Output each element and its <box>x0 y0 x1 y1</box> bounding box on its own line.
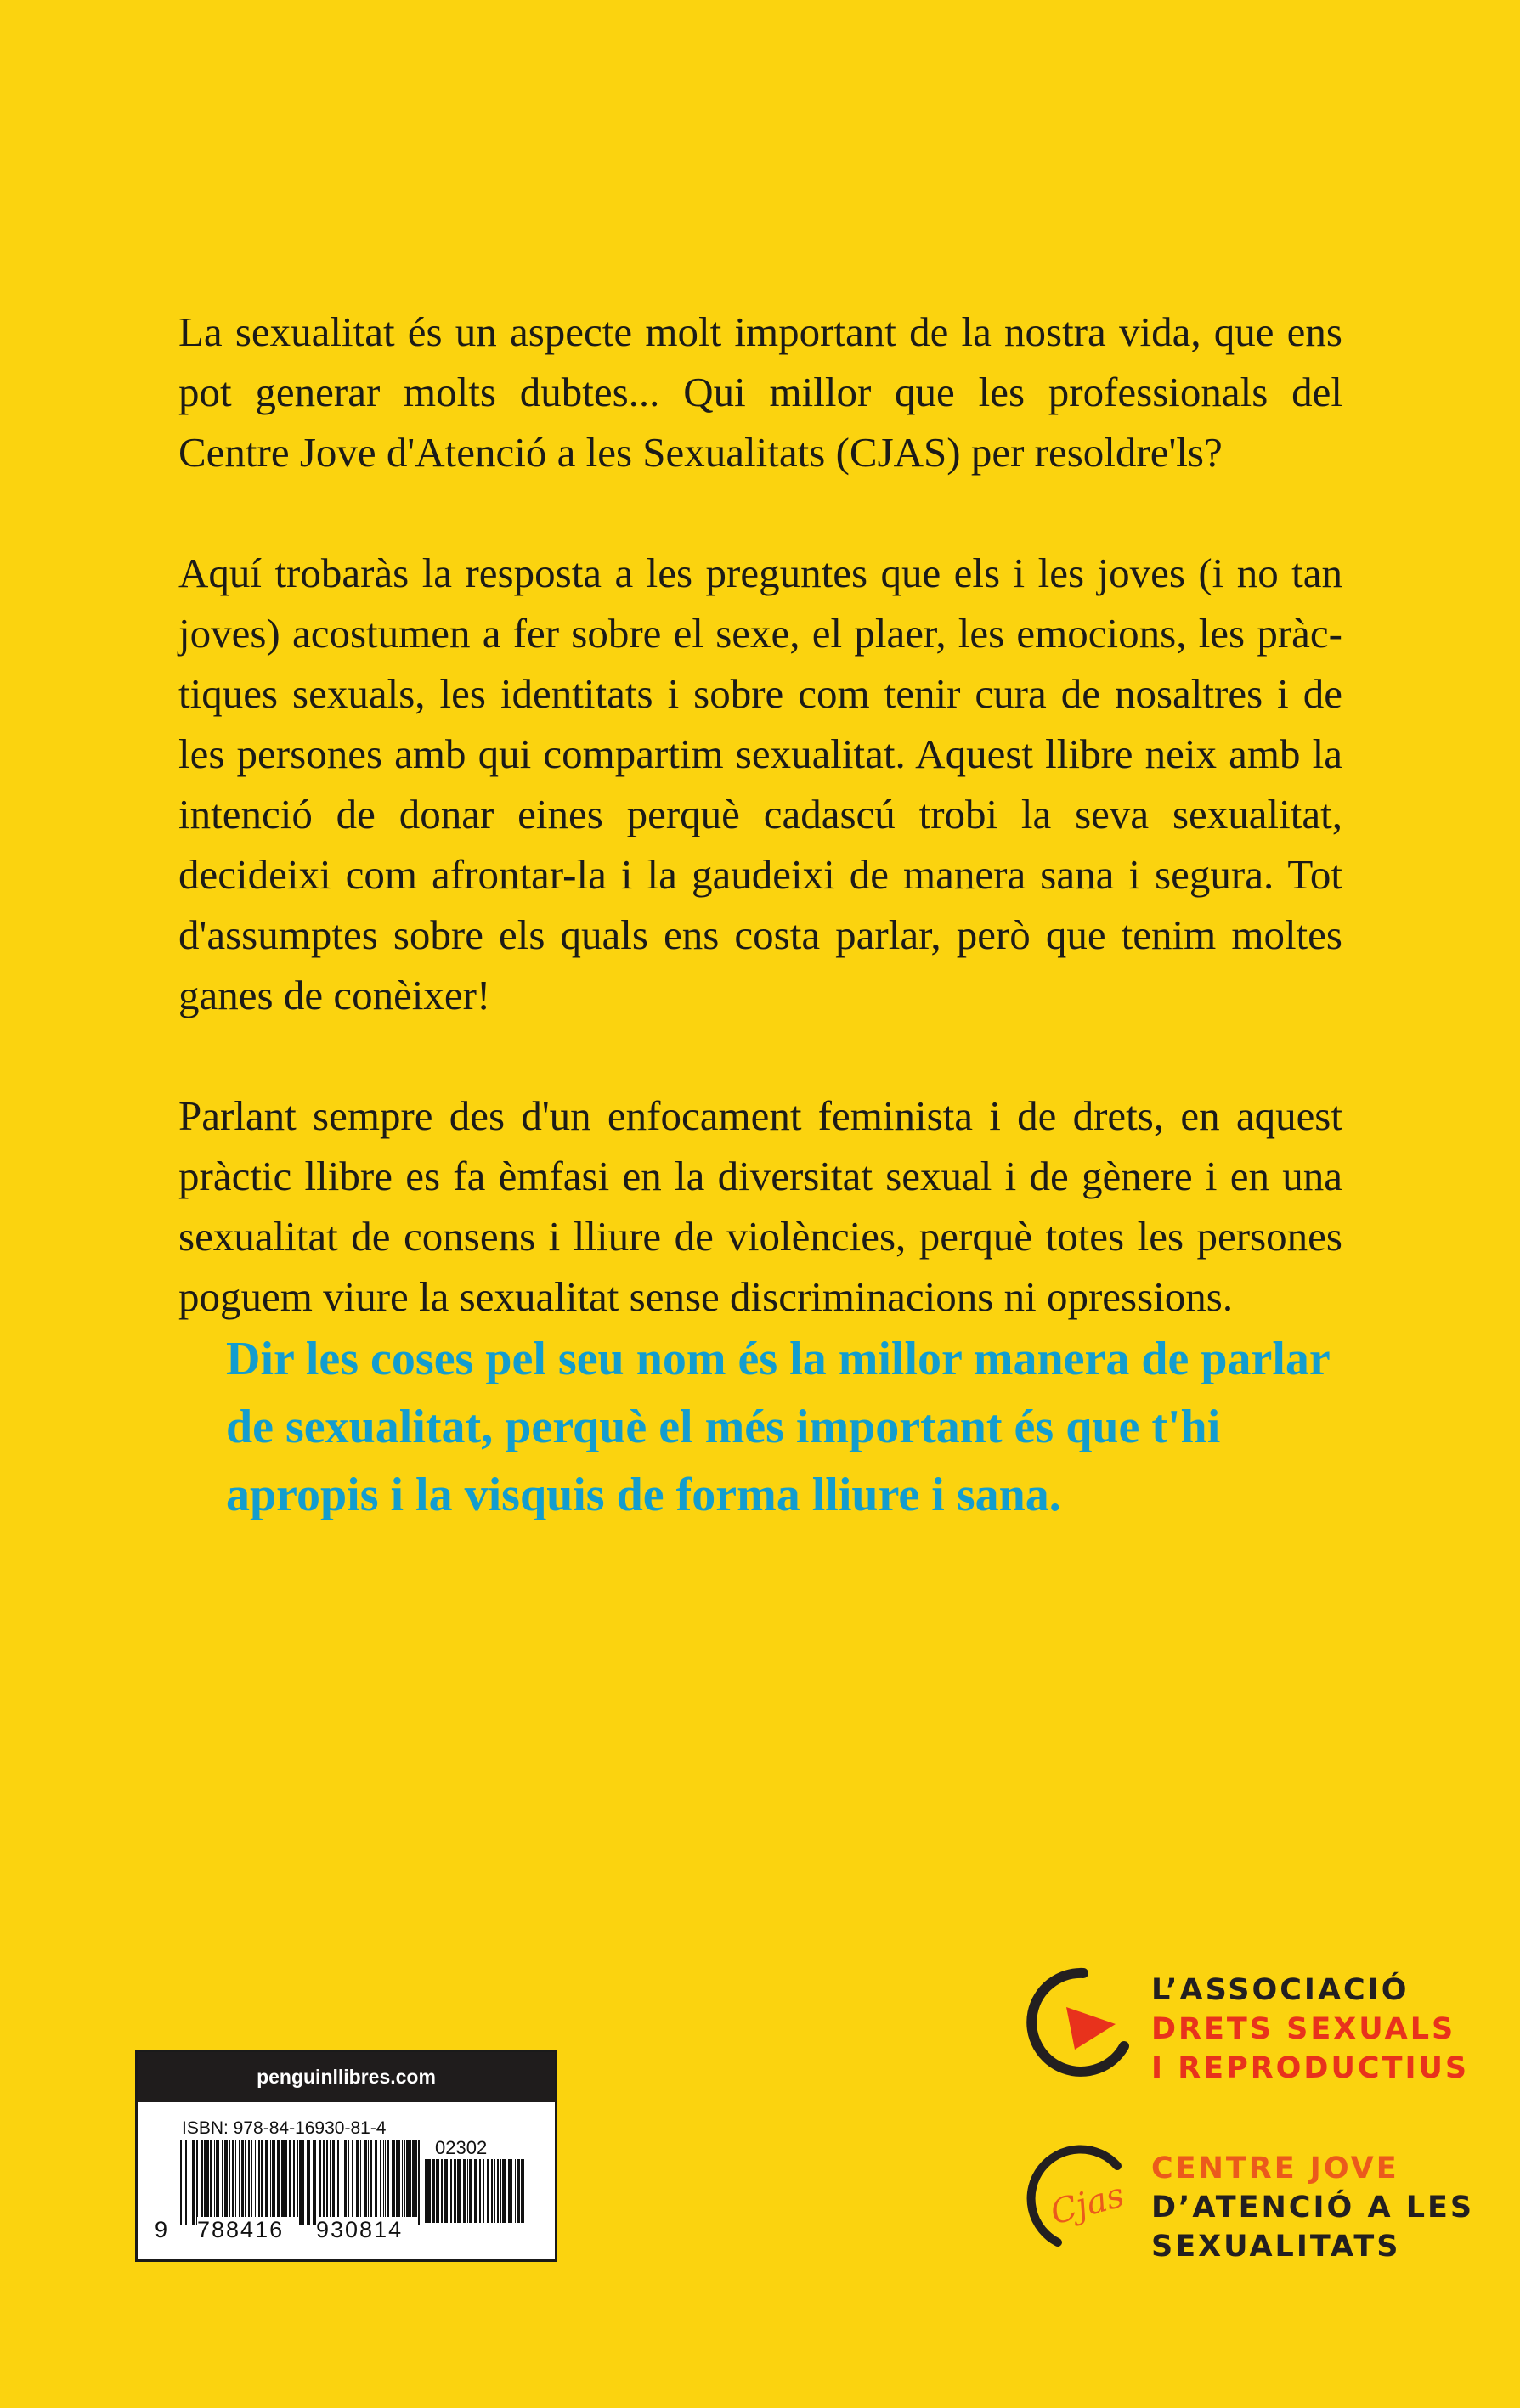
barcode-bar <box>330 2140 331 2225</box>
barcode-bar <box>241 2140 244 2225</box>
barcode-bar <box>224 2140 228 2225</box>
barcode-bar <box>289 2140 291 2225</box>
barcode-bar <box>436 2159 439 2223</box>
barcode-bar <box>432 2159 435 2223</box>
barcode-bar <box>396 2140 398 2225</box>
barcode-bar <box>521 2159 524 2223</box>
barcode-bar <box>454 2159 456 2223</box>
barcode-bar <box>270 2140 271 2225</box>
cjas-line-1: CENTRE JOVE <box>1151 2151 1399 2185</box>
barcode-bar <box>380 2140 381 2225</box>
blurb-paragraph-3: Parlant sempre des d'un enfocament feminista i de drets, en aquest pràctic llibre es fa èmfasi en la diversitat sexual i de gènere i en una sexualitat de consens i lliure de violències, perquè totes les persones poguem viure la sexualitat sense discriminacions ni opressions. <box>178 1092 1342 1320</box>
barcode-bar <box>274 2140 275 2225</box>
barcode-bar <box>337 2140 339 2225</box>
association-line-2: DRETS SEXUALS <box>1151 2012 1456 2046</box>
barcode-bar <box>469 2159 472 2223</box>
barcode-bar <box>392 2140 395 2225</box>
ean-left-digits: 788416 <box>197 2217 299 2243</box>
publisher-website: penguinllibres.com <box>138 2052 555 2102</box>
barcode-bar <box>201 2140 203 2225</box>
association-line-3: I REPRODUCTIUS <box>1151 2051 1470 2085</box>
barcode-bar <box>387 2140 389 2225</box>
cjas-emblem-text: Cjas <box>1046 2175 1129 2233</box>
barcode-bar <box>248 2140 250 2225</box>
barcode-bar <box>517 2159 520 2223</box>
barcode-bar <box>222 2140 223 2225</box>
barcode-bar <box>216 2140 219 2225</box>
barcode-bar <box>402 2140 403 2225</box>
isbn-text: ISBN: 978-84-16930-81-4 <box>182 2118 387 2138</box>
barcode-bar <box>293 2140 295 2225</box>
ean-barcode <box>180 2140 422 2225</box>
barcode-bar <box>511 2159 512 2223</box>
barcode-bar <box>356 2140 359 2225</box>
barcode-bar <box>441 2159 443 2223</box>
barcode-bar <box>251 2140 252 2225</box>
barcode-bar <box>427 2159 431 2223</box>
barcode-bar <box>450 2159 452 2223</box>
barcode-bar <box>299 2140 302 2225</box>
barcode-bar <box>502 2159 506 2223</box>
barcode-bar <box>463 2159 466 2223</box>
back-cover-blurb <box>178 302 1342 1387</box>
association-line-1: L’ASSOCIACIÓ <box>1151 1973 1410 2007</box>
barcode-bar <box>272 2140 274 2225</box>
barcode-bar <box>487 2159 489 2223</box>
barcode-bar <box>245 2140 246 2225</box>
barcode-bar <box>370 2140 372 2225</box>
blurb-paragraph-1: La sexualitat és un aspecte molt important de la nostra vida, que ens pot generar molts dubtes... Qui millor que les professionals del Centre Jove d'Atenció a les Sexualitats (CJAS) per resoldre'ls? <box>178 308 1342 476</box>
barcode-bar <box>508 2159 511 2223</box>
barcode-bar <box>206 2140 209 2225</box>
barcode-bar <box>398 2140 400 2225</box>
barcode-bar <box>232 2140 234 2225</box>
barcode-bar <box>239 2140 240 2225</box>
cjas-emblem-icon <box>1024 2140 1143 2276</box>
barcode-bar <box>404 2140 405 2225</box>
barcode-bar <box>344 2140 347 2225</box>
barcode-bar <box>255 2140 256 2225</box>
barcode-bar <box>258 2140 260 2225</box>
barcode-bar <box>332 2140 335 2225</box>
barcode-bar <box>515 2159 516 2223</box>
ean-first-digit: 9 <box>155 2217 168 2242</box>
barcode-bar <box>297 2140 298 2225</box>
barcode-bar <box>319 2140 321 2225</box>
cjas-line-2: D’ATENCIÓ A LES <box>1151 2191 1475 2225</box>
barcode-bar <box>352 2140 353 2225</box>
barcode-bar <box>479 2159 481 2223</box>
barcode-bar <box>483 2159 484 2223</box>
barcode-bar <box>196 2140 198 2225</box>
play-arrow-circle-icon <box>1024 1958 1143 2094</box>
barcode-bar <box>285 2140 287 2225</box>
barcode-bar <box>348 2140 349 2225</box>
barcode-bar <box>265 2140 268 2225</box>
barcode-bar <box>360 2140 361 2225</box>
barcode-bar <box>375 2140 377 2225</box>
barcode-bar <box>185 2140 187 2225</box>
barcode-bar <box>364 2140 367 2225</box>
barcode-bar <box>313 2140 316 2225</box>
barcode-bar <box>281 2140 285 2225</box>
barcode-bar <box>457 2159 461 2223</box>
barcode-bar <box>235 2140 236 2225</box>
cjas-logo <box>1024 2140 1475 2285</box>
barcode-bar <box>192 2140 195 2225</box>
barcode-bar <box>497 2159 499 2223</box>
barcode-bar <box>467 2159 468 2223</box>
barcode-bar <box>277 2140 280 2225</box>
barcode-bar <box>385 2140 386 2225</box>
barcode-bar <box>214 2140 215 2225</box>
barcode-bar <box>323 2140 325 2225</box>
barcode-bar <box>180 2140 182 2225</box>
barcode-bar <box>302 2140 304 2225</box>
barcode-bar <box>410 2140 411 2225</box>
addon-barcode <box>425 2159 527 2223</box>
blurb-paragraph-2: Aquí trobaràs la resposta a les preguntes que els i les joves (i no tan joves) acostumen a fer sobre el sexe, el plaer, les emocions, les pràctiques sexuals, les identitats i sobre com tenir cura de nosaltres i de les persones amb qui compartim sexualitat. Aquest llibre neix amb la intenció de donar eines perquè cadascú trobi la seva sexualitat, decideixi com afrontar-la i la gaudeixi de manera sana i segura. Tot d'assumptes sobre els quals ens costa parlar, però que tenim moltes ganes de conèixer! <box>178 550 1342 1018</box>
highlight-quote: Dir les coses pel seu nom és la millor manera de parlar de sexualitat, perquè el més important és que t'hi apropis i la visquis de forma lliure i sana. <box>226 1333 1330 1521</box>
barcode-bar <box>415 2140 417 2225</box>
barcode-bar <box>307 2140 310 2225</box>
barcode-bar <box>383 2140 384 2225</box>
barcode-bar <box>261 2140 263 2225</box>
barcode-bar <box>494 2159 495 2223</box>
ean-right-digits: 930814 <box>316 2217 418 2243</box>
barcode-bar <box>368 2140 369 2225</box>
cjas-line-3: SEXUALITATS <box>1151 2230 1401 2264</box>
barcode-bar <box>326 2140 328 2225</box>
barcode-bar <box>474 2159 477 2223</box>
barcode-label <box>135 2050 557 2262</box>
barcode-bar <box>412 2140 415 2225</box>
association-logo <box>1024 1958 1470 2111</box>
barcode-bar <box>204 2140 206 2225</box>
barcode-bar <box>491 2159 493 2223</box>
price-addon-number: 02302 <box>435 2137 488 2158</box>
barcode-bar <box>444 2159 448 2223</box>
barcode-bar <box>418 2140 420 2225</box>
barcode-bar <box>406 2140 410 2225</box>
barcode-bar <box>425 2159 427 2223</box>
barcode-bar <box>500 2159 501 2223</box>
barcode-bar <box>229 2140 230 2225</box>
barcode-bar <box>210 2140 212 2225</box>
